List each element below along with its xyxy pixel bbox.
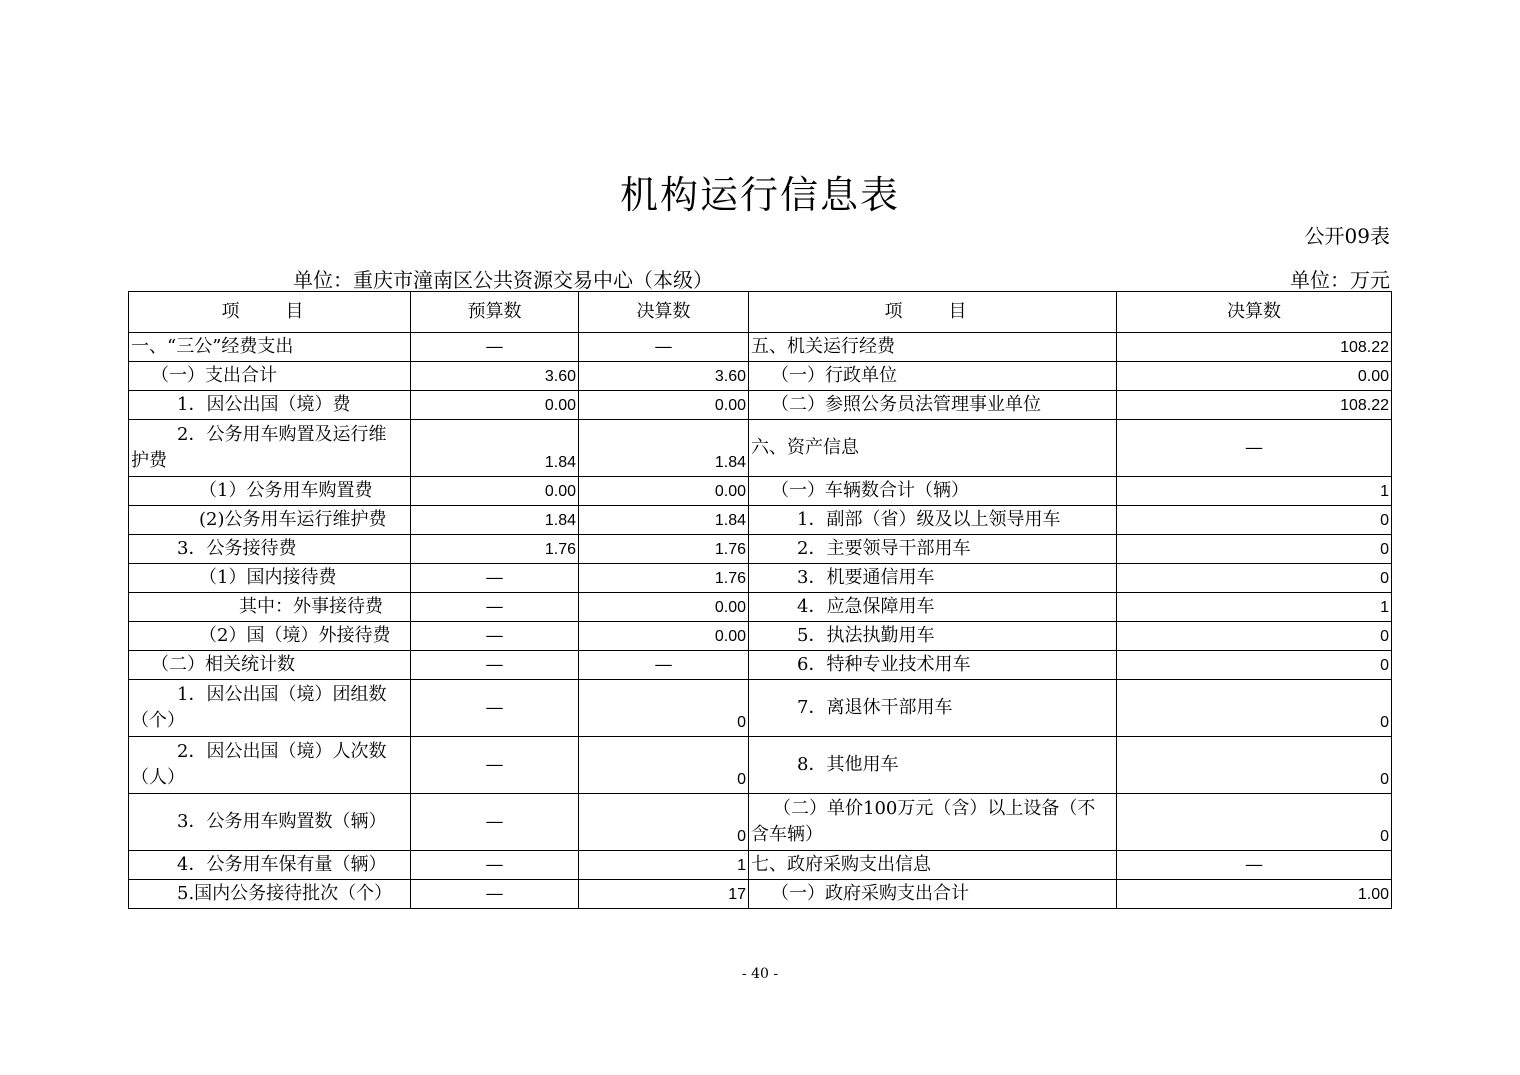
- left-label: （二）相关统计数: [129, 651, 411, 680]
- left-final: 3.60: [579, 362, 749, 391]
- left-budget: —: [411, 564, 579, 593]
- right-label: 2．主要领导干部用车: [749, 535, 1117, 564]
- left-label: 3．公务用车购置数（辆）: [129, 794, 411, 851]
- right-final: —: [1117, 851, 1392, 880]
- header-final-left: 决算数: [579, 292, 749, 333]
- left-final: 1.76: [579, 564, 749, 593]
- right-final: 1: [1117, 477, 1392, 506]
- left-final: 0.00: [579, 477, 749, 506]
- left-final: —: [579, 651, 749, 680]
- right-final: 0: [1117, 564, 1392, 593]
- table-row: [129, 794, 1392, 851]
- left-label: （2）国（境）外接待费: [129, 622, 411, 651]
- header-item-left: 项 目: [129, 292, 411, 333]
- right-final: 0: [1117, 680, 1392, 737]
- left-final: 0.00: [579, 593, 749, 622]
- right-final: 0: [1117, 535, 1392, 564]
- left-budget: —: [411, 680, 579, 737]
- left-final: 0.00: [579, 622, 749, 651]
- left-label-line2: 护费: [131, 450, 167, 471]
- right-final: 0: [1117, 737, 1392, 794]
- left-label-line2: （个）: [131, 710, 185, 731]
- right-final: —: [1117, 420, 1392, 477]
- table-row: [129, 680, 1392, 737]
- form-number: 公开09表: [1304, 224, 1390, 248]
- left-label: 一、“三公”经费支出: [129, 333, 411, 362]
- table-row: [129, 477, 1392, 506]
- left-budget: —: [411, 333, 579, 362]
- left-final: 1.76: [579, 535, 749, 564]
- left-final: 0: [579, 737, 749, 794]
- right-label-line2: 含车辆）: [751, 824, 823, 845]
- left-budget: 1.84: [411, 506, 579, 535]
- right-label: 4．应急保障用车: [749, 593, 1117, 622]
- left-label: 5.国内公务接待批次（个）: [129, 880, 411, 909]
- currency-unit: 单位：万元: [1290, 268, 1390, 292]
- left-budget: —: [411, 622, 579, 651]
- right-final: 0: [1117, 794, 1392, 851]
- left-budget: 1.84: [411, 420, 579, 477]
- left-final: 1: [579, 851, 749, 880]
- left-label: [129, 680, 411, 737]
- header-final-right: 决算数: [1117, 292, 1392, 333]
- left-label-line2: （人）: [131, 767, 185, 788]
- page-title: 机构运行信息表: [619, 173, 900, 217]
- right-label: 六、资产信息: [749, 420, 1117, 477]
- left-label-line1: 1．因公出国（境）团组数: [177, 684, 387, 705]
- table-row: [129, 651, 1392, 680]
- left-budget: —: [411, 851, 579, 880]
- table-row: [129, 362, 1392, 391]
- right-label: 五、机关运行经费: [749, 333, 1117, 362]
- left-label: 1．因公出国（境）费: [129, 391, 411, 420]
- table-row: [129, 420, 1392, 477]
- left-final: 0: [579, 794, 749, 851]
- table-row: [129, 333, 1392, 362]
- left-final: —: [579, 333, 749, 362]
- left-final: 0: [579, 680, 749, 737]
- institution-operation-table: [128, 291, 1392, 909]
- right-final: 108.22: [1117, 333, 1392, 362]
- left-budget: 3.60: [411, 362, 579, 391]
- table-row: [129, 535, 1392, 564]
- right-label: 5．执法执勤用车: [749, 622, 1117, 651]
- right-label: （一）政府采购支出合计: [749, 880, 1117, 909]
- right-final: 108.22: [1117, 391, 1392, 420]
- right-final: 0: [1117, 651, 1392, 680]
- left-budget: 0.00: [411, 391, 579, 420]
- left-budget: —: [411, 880, 579, 909]
- table-row: [129, 593, 1392, 622]
- left-label: 其中：外事接待费: [129, 593, 411, 622]
- table-row: [129, 391, 1392, 420]
- right-final: 1: [1117, 593, 1392, 622]
- left-budget: —: [411, 794, 579, 851]
- right-label: 7．离退休干部用车: [749, 680, 1117, 737]
- table-row: [129, 737, 1392, 794]
- organization-unit: 单位：重庆市潼南区公共资源交易中心（本级）: [293, 268, 713, 292]
- left-budget: —: [411, 737, 579, 794]
- left-budget: —: [411, 593, 579, 622]
- left-final: 17: [579, 880, 749, 909]
- left-label: 4．公务用车保有量（辆）: [129, 851, 411, 880]
- table-row: [129, 851, 1392, 880]
- left-label: （1）公务用车购置费: [129, 477, 411, 506]
- left-final: 1.84: [579, 420, 749, 477]
- right-label: [749, 794, 1117, 851]
- left-final: 0.00: [579, 391, 749, 420]
- right-final: 0: [1117, 506, 1392, 535]
- table-header-row: [129, 292, 1392, 333]
- left-label: (2)公务用车运行维护费: [129, 506, 411, 535]
- left-budget: 0.00: [411, 477, 579, 506]
- right-final: 0: [1117, 622, 1392, 651]
- right-label-line1: （二）单价100万元（含）以上设备（不: [773, 798, 1096, 819]
- left-label-line1: 2．因公出国（境）人次数: [177, 741, 387, 762]
- right-label: （一）车辆数合计（辆）: [749, 477, 1117, 506]
- right-label: 6．特种专业技术用车: [749, 651, 1117, 680]
- right-final: 1.00: [1117, 880, 1392, 909]
- left-budget: —: [411, 651, 579, 680]
- right-label: 3．机要通信用车: [749, 564, 1117, 593]
- left-label: [129, 420, 411, 477]
- table-row: [129, 622, 1392, 651]
- left-budget: 1.76: [411, 535, 579, 564]
- table-row: [129, 564, 1392, 593]
- header-item-right: 项 目: [749, 292, 1117, 333]
- right-label: 1．副部（省）级及以上领导用车: [749, 506, 1117, 535]
- left-label: 3．公务接待费: [129, 535, 411, 564]
- right-final: 0.00: [1117, 362, 1392, 391]
- page-number: - 40 -: [741, 966, 779, 982]
- header-budget: 预算数: [411, 292, 579, 333]
- left-label: （1）国内接待费: [129, 564, 411, 593]
- left-label-line1: 2．公务用车购置及运行维: [177, 424, 387, 445]
- left-label: [129, 737, 411, 794]
- right-label: （二）参照公务员法管理事业单位: [749, 391, 1117, 420]
- right-label: （一）行政单位: [749, 362, 1117, 391]
- right-label: 七、政府采购支出信息: [749, 851, 1117, 880]
- table-row: [129, 880, 1392, 909]
- right-label: 8．其他用车: [749, 737, 1117, 794]
- table-row: [129, 506, 1392, 535]
- left-label: （一）支出合计: [129, 362, 411, 391]
- left-final: 1.84: [579, 506, 749, 535]
